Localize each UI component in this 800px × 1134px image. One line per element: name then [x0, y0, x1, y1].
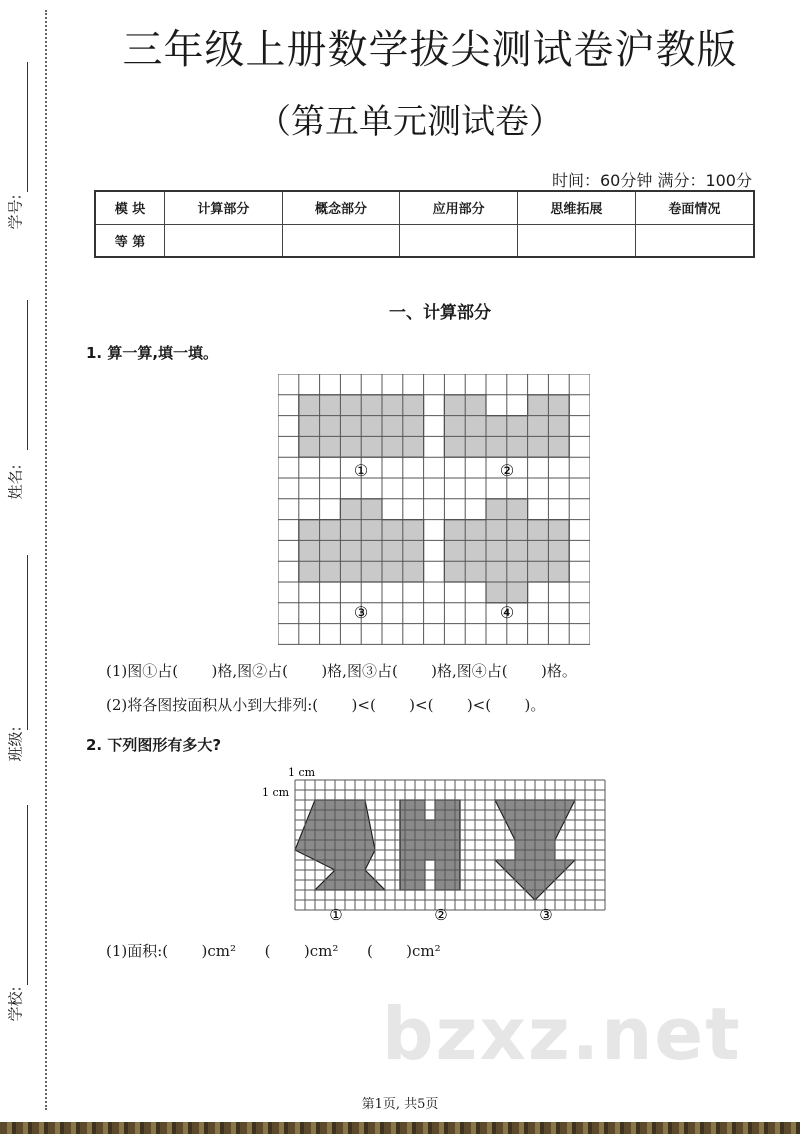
- q2-grid-figure: [262, 760, 622, 930]
- area-label-3: ③: [539, 906, 553, 924]
- question-2-title: 2. 下列图形有多大?: [86, 736, 222, 754]
- page-footer: 第1页, 共5页: [361, 1097, 439, 1112]
- q2-part1: (1)面积:( )cm² ( )cm² ( )cm²: [106, 942, 441, 960]
- score-header-cell: 应用部分: [400, 191, 518, 224]
- q1-part2: (2)将各图按面积从小到大排列:( )<( )<( )<( )。: [106, 696, 546, 714]
- unit-label-top: 1 cm: [288, 766, 316, 779]
- score-header-cell: 卷面情况: [635, 191, 754, 224]
- school-label: 学校:: [6, 986, 25, 1022]
- score-header-cell: 概念部分: [282, 191, 400, 224]
- score-header-cell: 计算部分: [165, 191, 283, 224]
- section-title: 一、计算部分: [389, 303, 491, 323]
- name-label: 姓名:: [6, 464, 25, 500]
- grade-cell[interactable]: [282, 224, 400, 257]
- class-label: 班级:: [6, 726, 25, 762]
- grade-cell[interactable]: [518, 224, 636, 257]
- score-header-cell: 思维拓展: [518, 191, 636, 224]
- area-label-2: ②: [434, 906, 448, 924]
- class-line: [27, 555, 28, 730]
- grade-cell[interactable]: [165, 224, 283, 257]
- bottom-edge-strip: [0, 1122, 800, 1134]
- area-shape-1: [295, 800, 385, 890]
- grade-cell[interactable]: [635, 224, 754, 257]
- student-no-label: 学号:: [6, 194, 25, 230]
- figure-label-4: ④: [499, 603, 515, 622]
- q1-part1: (1)图①占( )格,图②占( )格,图③占( )格,图④占( )格。: [106, 662, 577, 680]
- school-line: [27, 805, 28, 985]
- area-shape-2: [400, 800, 460, 890]
- binding-strip: [0, 0, 50, 1120]
- figure-label-3: ③: [353, 603, 369, 622]
- score-table: [94, 190, 755, 258]
- watermark: bzxz.net: [382, 992, 742, 1076]
- grade-row-label: 等 第: [95, 224, 165, 257]
- question-1-title: 1. 算一算,填一填。: [86, 344, 219, 362]
- student-no-line: [27, 62, 28, 192]
- unit-label-left: 1 cm: [262, 786, 290, 799]
- q1-grid-figure: [278, 374, 590, 646]
- page-subtitle: （第五单元测试卷）: [257, 102, 563, 142]
- binding-dashed-line: [45, 10, 47, 1110]
- page-title: 三年级上册数学拔尖测试卷沪教版: [122, 27, 738, 73]
- time-info: 时间：60分钟 满分：100分: [552, 171, 752, 190]
- figure-label-2: ②: [499, 461, 515, 480]
- area-label-1: ①: [329, 906, 343, 924]
- grade-cell[interactable]: [400, 224, 518, 257]
- figure-label-1: ①: [353, 461, 369, 480]
- score-header-cell: 模 块: [95, 191, 165, 224]
